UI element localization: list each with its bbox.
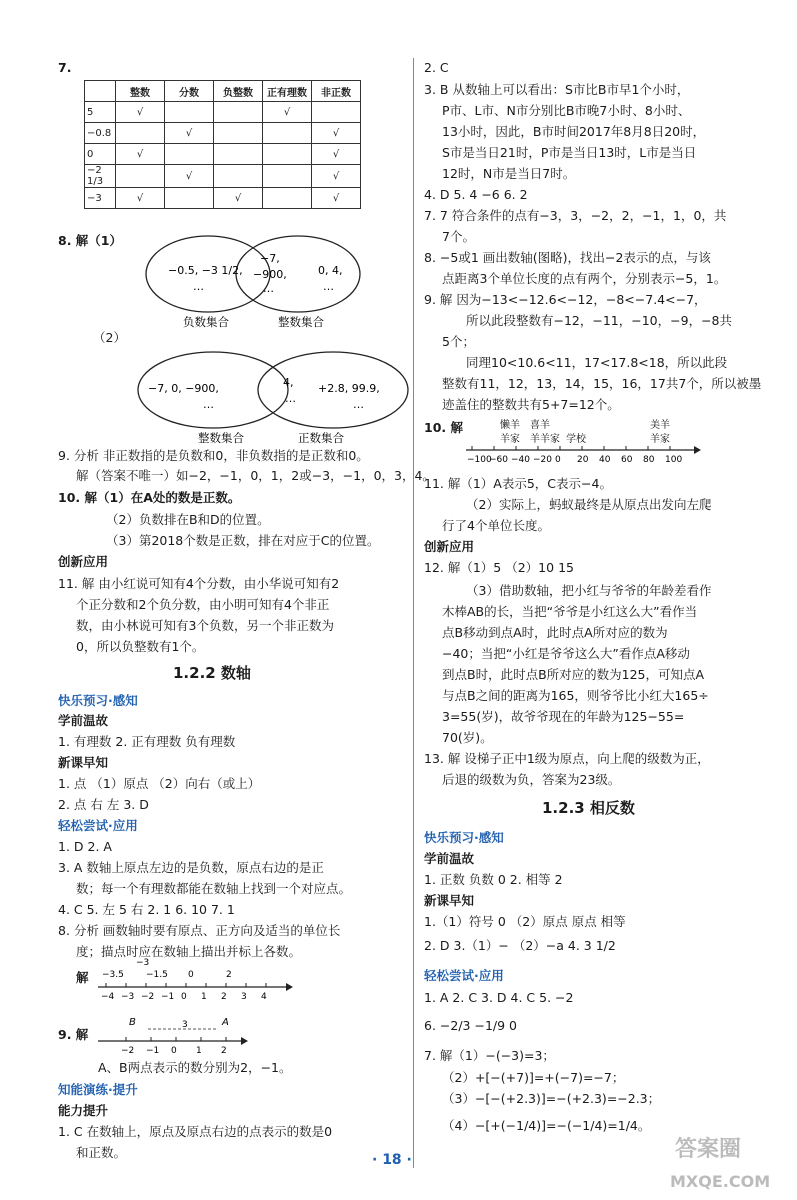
left-column	[58, 0, 435, 1200]
q10-label-xiyang: 喜羊	[530, 420, 550, 431]
q9-point-a: A	[222, 1017, 229, 1028]
heading-try: 轻松尝试·应用	[58, 818, 138, 833]
table-cell: √	[165, 165, 214, 188]
table-header-cell: 正有理数	[263, 81, 312, 102]
table-cell	[263, 165, 312, 188]
table-header-row	[85, 81, 361, 102]
q10-axis-tick-label: 40	[599, 455, 611, 465]
q8-label: 8. 解（1）	[58, 233, 122, 248]
q10-label-xiyang-home: 羊羊家	[530, 434, 560, 445]
q8-axis-marked-value: −3.5	[102, 970, 124, 980]
q11-line2: 个正分数和2个负分数，由小明可知有4个非正	[76, 597, 330, 612]
heading-new-lesson: 新课早知	[58, 755, 109, 770]
q9-axis-tick-label: 1	[196, 1046, 202, 1056]
q9-answer: 解（答案不唯一）如−2，−1，0，1，2或−3，−1，0，3，4。	[76, 468, 435, 483]
number-classification-table	[84, 80, 361, 209]
q8-axis-tick-label: −1	[161, 992, 175, 1002]
q8-axis-tick-label: −3	[121, 992, 135, 1002]
r3-heading-new: 新课早知	[424, 893, 475, 908]
table-cell	[165, 144, 214, 165]
table-cell: √	[312, 165, 361, 188]
venn1-label-negative: 负数集合	[183, 315, 229, 329]
q10-axis-tick-label: −60	[489, 455, 508, 465]
r-line-11: 9. 解 因为−13<−12.6<−12，−8<−7.4<−7，	[424, 292, 707, 307]
q9-answer-text: A、B两点表示的数分别为2，−1。	[98, 1060, 292, 1075]
r2-line-1: （2）实际上，蚂蚁最终是从原点出发向左爬	[466, 497, 712, 512]
r3-try-1-5: 1. A 2. C 3. D 4. C 5. −2	[424, 990, 574, 1005]
r2-line-9: 到点B时，此时点B所对应的数为125，可知点A	[442, 667, 705, 682]
q10-part2: （2）负数排在B和D的位置。	[106, 512, 270, 527]
table-row-number: −2 1/3	[85, 165, 116, 188]
table-row-number: 0	[85, 144, 116, 165]
try-3-line1: 3. A 数轴上原点左边的是负数，原点右边的是正	[58, 860, 324, 875]
q10-part3: （3）第2018个数是正数，排在对应于C的位置。	[106, 533, 380, 548]
table-cell: √	[116, 102, 165, 123]
watermark-url: MXQE.COM	[670, 1172, 771, 1191]
table-cell	[263, 144, 312, 165]
r-line-3: 13小时，因此，B市时间2017年8月8日20时，	[442, 124, 706, 139]
r2-line-4: 12. 解（1）5 （2）10 15	[424, 560, 574, 575]
try-4-7: 4. C 5. 左 5 右 2. 1 6. 10 7. 1	[58, 902, 235, 917]
q11-line4: 0，所以负整数有1个。	[76, 639, 205, 654]
table-header-cell	[85, 81, 116, 102]
table-cell	[214, 144, 263, 165]
r-line-14: 同理10<10.6<11，17<17.8<18，所以此段	[466, 355, 728, 370]
table-cell	[263, 188, 312, 209]
q8-axis-marked-value: 0	[188, 970, 194, 980]
q9-label: 9. 解	[58, 1027, 89, 1042]
r-line-2: P市、L市、N市分别比B市晚7小时、8小时、	[442, 103, 691, 118]
table-row	[85, 102, 361, 123]
table-cell	[214, 102, 263, 123]
table-row	[85, 144, 361, 165]
r-line-6: 4. D 5. 4 −6 6. 2	[424, 187, 528, 202]
r3-heading-review: 学前温故	[424, 851, 475, 866]
r3-q7-2: （2）+[−(+7)]=+(−7)=−7；	[442, 1070, 625, 1085]
q10-label-meiyang-home: 羊家	[650, 434, 670, 445]
watermark-logo: 答案圈	[675, 1137, 742, 1162]
q8-axis-tick-label: 1	[201, 992, 207, 1002]
table-cell	[263, 123, 312, 144]
number-line-q10	[464, 418, 704, 470]
q8-axis-top-label: −3	[136, 958, 150, 968]
q10-axis-tick-label: 100	[665, 455, 683, 465]
r-line-10: 点距离3个单位长度的点有两个，分别表示−5，1。	[442, 271, 727, 286]
new-lesson-1: 1. 点 （1）原点 （2）向右（或上）	[58, 776, 261, 791]
try-8-analysis: 8. 分析 画数轴时要有原点、正方向及适当的单位长	[58, 923, 341, 938]
venn1-mid-ellipsis: …	[263, 282, 274, 295]
table-cell	[116, 123, 165, 144]
r-line-12: 所以此段整数有−12，−11，−10，−9，−8共	[466, 313, 732, 328]
try-1-2: 1. D 2. A	[58, 839, 112, 854]
r3-heading-preview: 快乐预习·感知	[424, 830, 504, 845]
q10-axis-tick-label: 80	[643, 455, 655, 465]
table-cell	[214, 123, 263, 144]
r-line-1: 3. B 从数轴上可以看出：S市比B市早1个小时，	[424, 82, 690, 97]
q8-axis-tick-label: 2	[221, 992, 227, 1002]
venn1-mid-text: −7,	[260, 252, 280, 265]
try-3-line2: 数；每一个有理数都能在数轴上找到一个对应点。	[76, 881, 352, 896]
r3-new-2: 2. D 3.（1）− （2）−a 4. 3 1/2	[424, 938, 616, 953]
table-cell	[165, 102, 214, 123]
venn2-mid-text: 4,	[283, 376, 294, 389]
r-line-5: 12时，N市是当日7时。	[442, 166, 576, 181]
r-line-9: 8. −5或1 画出数轴(图略)，找出−2表示的点，与该	[424, 250, 711, 265]
r3-review: 1. 正数 负数 0 2. 相等 2	[424, 872, 563, 887]
new-lesson-2: 2. 点 右 左 3. D	[58, 797, 149, 812]
section-title-1-2-2: 1.2.2 数轴	[173, 664, 251, 682]
table-row-number: 5	[85, 102, 116, 123]
table-row	[85, 123, 361, 144]
heading-innovation: 创新应用	[58, 554, 109, 569]
r2-line-6: 木棒AB的长，当把“爷爷是小红这么大”看作当	[442, 604, 698, 619]
table-cell: √	[116, 188, 165, 209]
try-8-analysis2: 度；描点时应在数轴上描出并标上各数。	[76, 944, 302, 959]
q10-part1: 10. 解（1）在A处的数是正数。	[58, 490, 241, 505]
r2-heading-innovation: 创新应用	[424, 539, 475, 554]
r2-line-12: 70(岁)。	[442, 730, 493, 745]
r2-line-2: 行了4个单位长度。	[442, 518, 550, 533]
q8-axis-tick-label: −2	[141, 992, 155, 1002]
venn2-right-text: +2.8, 99.9,	[318, 382, 380, 395]
q8-axis-tick-label: 3	[241, 992, 247, 1002]
q10-axis-tick-label: 60	[621, 455, 633, 465]
table-header-cell: 整数	[116, 81, 165, 102]
q10-right-label: 10. 解	[424, 420, 463, 435]
q9-analysis: 9. 分析 非正数指的是负数和0，非负数指的是正数和0。	[58, 448, 369, 463]
right-column	[424, 0, 794, 1200]
q8-axis-marked-value: −1.5	[146, 970, 168, 980]
table-cell	[165, 188, 214, 209]
venn1-label-integer: 整数集合	[278, 315, 324, 329]
q10-axis-tick-label: −40	[511, 455, 530, 465]
venn2-mid-ellipsis: …	[285, 392, 296, 405]
venn1-right-text: 0, 4,	[318, 264, 343, 277]
number-line-q8	[96, 955, 296, 1003]
venn-diagram-1	[113, 230, 413, 330]
table-row	[85, 165, 361, 188]
r3-q7-4: （4）−[+(−1/4)]=−(−1/4)=1/4。	[442, 1118, 651, 1133]
table-header-cell: 分数	[165, 81, 214, 102]
q8-axis-tick-label: 0	[181, 992, 187, 1002]
venn1-mid-text2: −900,	[253, 268, 287, 281]
page-number: · 18 ·	[372, 1152, 412, 1168]
r-line-0: 2. C	[424, 60, 449, 75]
q10-axis-tick-label: 0	[555, 455, 561, 465]
r-line-7: 7. 7 符合条件的点有−3，3，−2，2，−1，1，0，共	[424, 208, 727, 223]
table-cell	[116, 165, 165, 188]
heading-preview: 快乐预习·感知	[58, 693, 138, 708]
q9-axis-tick-label: −1	[146, 1046, 160, 1056]
q9-axis-tick-label: 0	[171, 1046, 177, 1056]
section-title-1-2-3: 1.2.3 相反数	[542, 799, 635, 817]
table-cell: √	[263, 102, 312, 123]
q11-line1: 11. 解 由小红说可知有4个分数，由小华说可知有2	[58, 576, 340, 591]
table-cell	[312, 102, 361, 123]
table-row-number: −0.8	[85, 123, 116, 144]
venn2-right-ellipsis: …	[353, 398, 364, 411]
table-row-number: −3	[85, 188, 116, 209]
table-cell: √	[312, 188, 361, 209]
table-cell: √	[214, 188, 263, 209]
r2-line-14: 后退的级数为负，答案为23级。	[442, 772, 621, 787]
heading-practice: 知能演练·提升	[58, 1082, 138, 1097]
ability-1-line1: 1. C 在数轴上，原点及原点右边的点表示的数是0	[58, 1124, 333, 1139]
r2-line-7: 点B移动到点A时，此时点A所对应的数为	[442, 625, 668, 640]
r2-line-11: 3=55(岁)，故爷爷现在的年龄为125−55=	[442, 709, 685, 724]
venn1-right-ellipsis: …	[323, 280, 334, 293]
r2-line-13: 13. 解 设梯子正中1级为原点，向上爬的级数为正，	[424, 751, 710, 766]
q9-axis-tick-label: 2	[221, 1046, 227, 1056]
table-cell	[214, 165, 263, 188]
q9-distance: 3	[182, 1020, 188, 1030]
r3-q7-1: 7. 解（1）−(−3)=3；	[424, 1048, 555, 1063]
ability-1-line2: 和正数。	[76, 1145, 127, 1160]
q10-label-meiyang: 美羊	[650, 420, 670, 431]
r2-line-10: 与点B之间的距离为165，则爷爷比小红大165÷	[442, 688, 709, 703]
r-line-13: 5个；	[442, 334, 475, 349]
q10-axis-tick-label: −100	[467, 455, 492, 465]
q9-point-b: B	[129, 1017, 136, 1028]
table-row	[85, 188, 361, 209]
table-cell: √	[312, 144, 361, 165]
table-cell: √	[116, 144, 165, 165]
review-answers: 1. 有理数 2. 正有理数 负有理数	[58, 734, 236, 749]
table-header-cell: 负整数	[214, 81, 263, 102]
r3-try-6: 6. −2/3 −1/9 0	[424, 1018, 517, 1033]
r3-heading-try: 轻松尝试·应用	[424, 968, 504, 983]
q10-label-lanyang-home: 羊家	[500, 434, 520, 445]
venn1-left-text: −0.5, −3 1/2,	[168, 264, 243, 277]
table-cell: √	[312, 123, 361, 144]
venn2-label-integer: 整数集合	[198, 431, 244, 445]
heading-ability: 能力提升	[58, 1103, 109, 1118]
q8-axis-marked-value: 2	[226, 970, 232, 980]
r-line-8: 7个。	[442, 229, 475, 244]
q10-label-school: 学校	[566, 434, 586, 445]
q8-part2-label: （2）	[93, 330, 126, 345]
q10-label-lanyang: 懒羊	[500, 420, 520, 431]
table-header-cell: 非正数	[312, 81, 361, 102]
q7-label: 7.	[58, 60, 72, 75]
venn2-left-ellipsis: …	[203, 398, 214, 411]
r-line-4: S市是当日21时，P市是当日13时，L市是当日	[442, 145, 697, 160]
r3-q7-3: （3）−[−(+2.3)]=−(+2.3)=−2.3；	[442, 1091, 661, 1106]
q9-axis-tick-label: −2	[121, 1046, 135, 1056]
table-cell: √	[165, 123, 214, 144]
q8-axis-tick-label: 4	[261, 992, 267, 1002]
r2-line-0: 11. 解（1）A表示5，C表示−4。	[424, 476, 612, 491]
heading-review: 学前温故	[58, 713, 109, 728]
venn2-left-text: −7, 0, −900,	[148, 382, 219, 395]
q10-axis-tick-label: 20	[577, 455, 589, 465]
q8-solution-label: 解	[76, 970, 89, 985]
q11-line3: 数，由小林说可知有3个负数，另一个非正数为	[76, 618, 334, 633]
venn-diagram-2	[113, 348, 413, 448]
r2-line-5: （3）借助数轴，把小红与爷爷的年龄差看作	[466, 583, 712, 598]
number-line-q9	[96, 1013, 256, 1059]
r-line-15: 整数有11，12，13，14，15，16，17共7个，所以被墨	[442, 376, 762, 391]
venn1-left-ellipsis: …	[193, 280, 204, 293]
venn2-label-positive: 正数集合	[298, 431, 344, 445]
r2-line-8: −40；当把“小红是爷爷这么大”看作点A移动	[442, 646, 690, 661]
q8-axis-tick-label: −4	[101, 992, 115, 1002]
q10-axis-tick-label: −20	[533, 455, 552, 465]
r3-new-1: 1.（1）符号 0 （2）原点 原点 相等	[424, 914, 626, 929]
r-line-16: 迹盖住的整数共有5+7=12个。	[442, 397, 620, 412]
